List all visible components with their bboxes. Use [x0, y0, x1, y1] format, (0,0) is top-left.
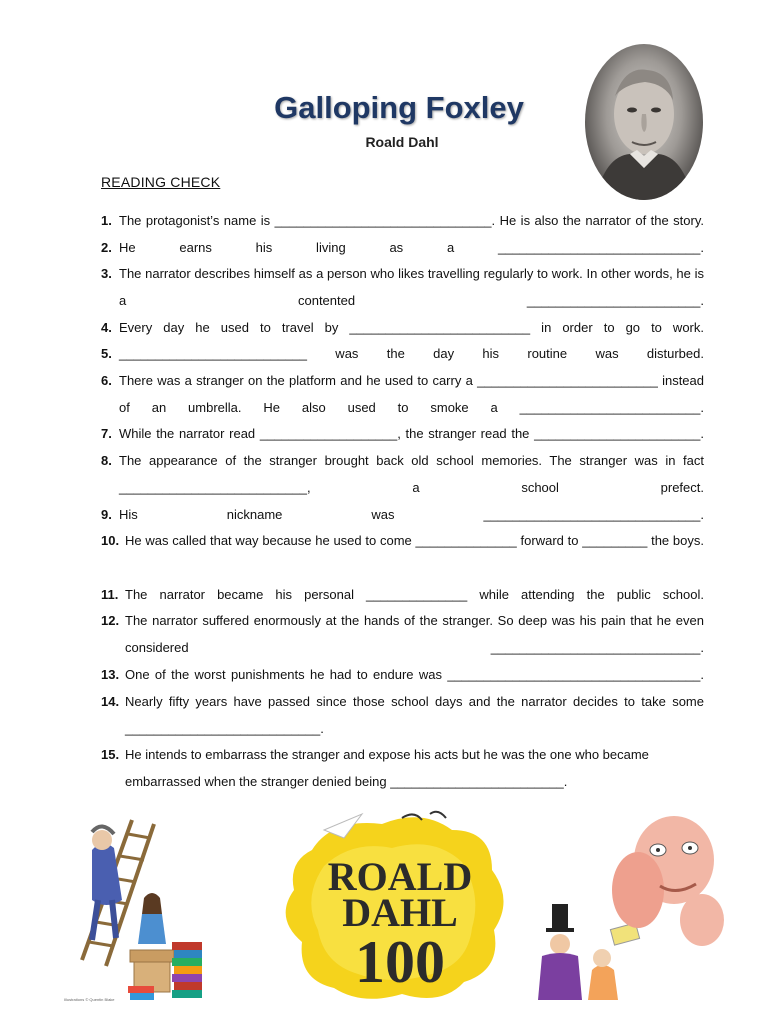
roald-dahl-100-banner	[62, 810, 726, 1006]
portrait-illustration	[585, 44, 703, 200]
banner-text-line3: 100	[355, 929, 445, 995]
question-text: He was called that way because he used to come ______________ forward to _________ the boys.	[125, 533, 704, 548]
banner-illustration	[62, 810, 726, 1006]
question-number: 11.	[101, 587, 119, 602]
question-text: The narrator describes himself as a person who likes travelling regularly to work. In other words, he is a contented ________________________.	[119, 266, 704, 308]
question-text: Every day he used to travel by _________________________ in order to go to work.	[119, 320, 704, 335]
question-text: He earns his living as a ____________________________.	[119, 240, 704, 255]
page-subtitle-author: Roald Dahl	[365, 134, 439, 150]
question-number: 13.	[101, 667, 120, 682]
question-10	[101, 528, 704, 581]
question-number: 10.	[101, 533, 120, 548]
question-number: 9.	[101, 507, 112, 522]
question-text: There was a stranger on the platform and he used to carry a _________________________ instead of an umbrella. He also used to smoke a _________________________.	[119, 373, 704, 415]
question-number: 6.	[101, 373, 112, 388]
yellow-splash-logo	[286, 812, 504, 999]
question-text: One of the worst punishments he had to endure was ___________________________________.	[125, 667, 704, 682]
ladder-figure-illustration	[82, 820, 154, 966]
author-portrait	[585, 44, 703, 200]
question-text: He intends to embarrass the stranger and expose his acts but he was the one who became embarrassed when the stranger denied being ________________________.	[125, 747, 649, 789]
question-text: His nickname was ______________________________.	[119, 507, 704, 522]
section-heading-reading-check: READING CHECK	[101, 174, 221, 190]
question-text: The narrator suffered enormously at the hands of the stranger. So deep was his pain that he even considered _____________________________.	[125, 613, 704, 655]
question-number: 1.	[101, 213, 112, 228]
question-number: 15.	[101, 747, 120, 762]
girl-with-books-illustration	[128, 893, 202, 1000]
question-text: The protagonist’s name is ______________________________. He is also the narrator of the story.	[119, 213, 704, 228]
question-number: 4.	[101, 320, 112, 335]
question-number: 12.	[101, 613, 120, 628]
banner-text-line2: DAHL	[342, 890, 458, 935]
question-text: While the narrator read ___________________, the stranger read the _______________________.	[119, 426, 704, 441]
question-number: 3.	[101, 266, 112, 281]
question-number: 7.	[101, 426, 112, 441]
question-text: The appearance of the stranger brought back old school memories. The stranger was in fact __________________________, a school prefect.	[119, 453, 704, 495]
question-number: 14.	[101, 694, 120, 709]
question-number: 2.	[101, 240, 112, 255]
banner-text-line1: ROALD	[327, 854, 473, 899]
question-text: The narrator became his personal ______________ while attending the public school.	[125, 587, 704, 602]
question-text: Nearly fifty years have passed since those school days and the narrator decides to take some ___________________________.	[125, 694, 704, 736]
page-title: Galloping Foxley	[274, 90, 524, 125]
question-number: 8.	[101, 453, 112, 468]
question-text: __________________________ was the day his routine was disturbed.	[119, 346, 704, 361]
question-number: 5.	[101, 346, 112, 361]
illustration-credit: Illustrations © Quentin Blake	[64, 997, 115, 1002]
